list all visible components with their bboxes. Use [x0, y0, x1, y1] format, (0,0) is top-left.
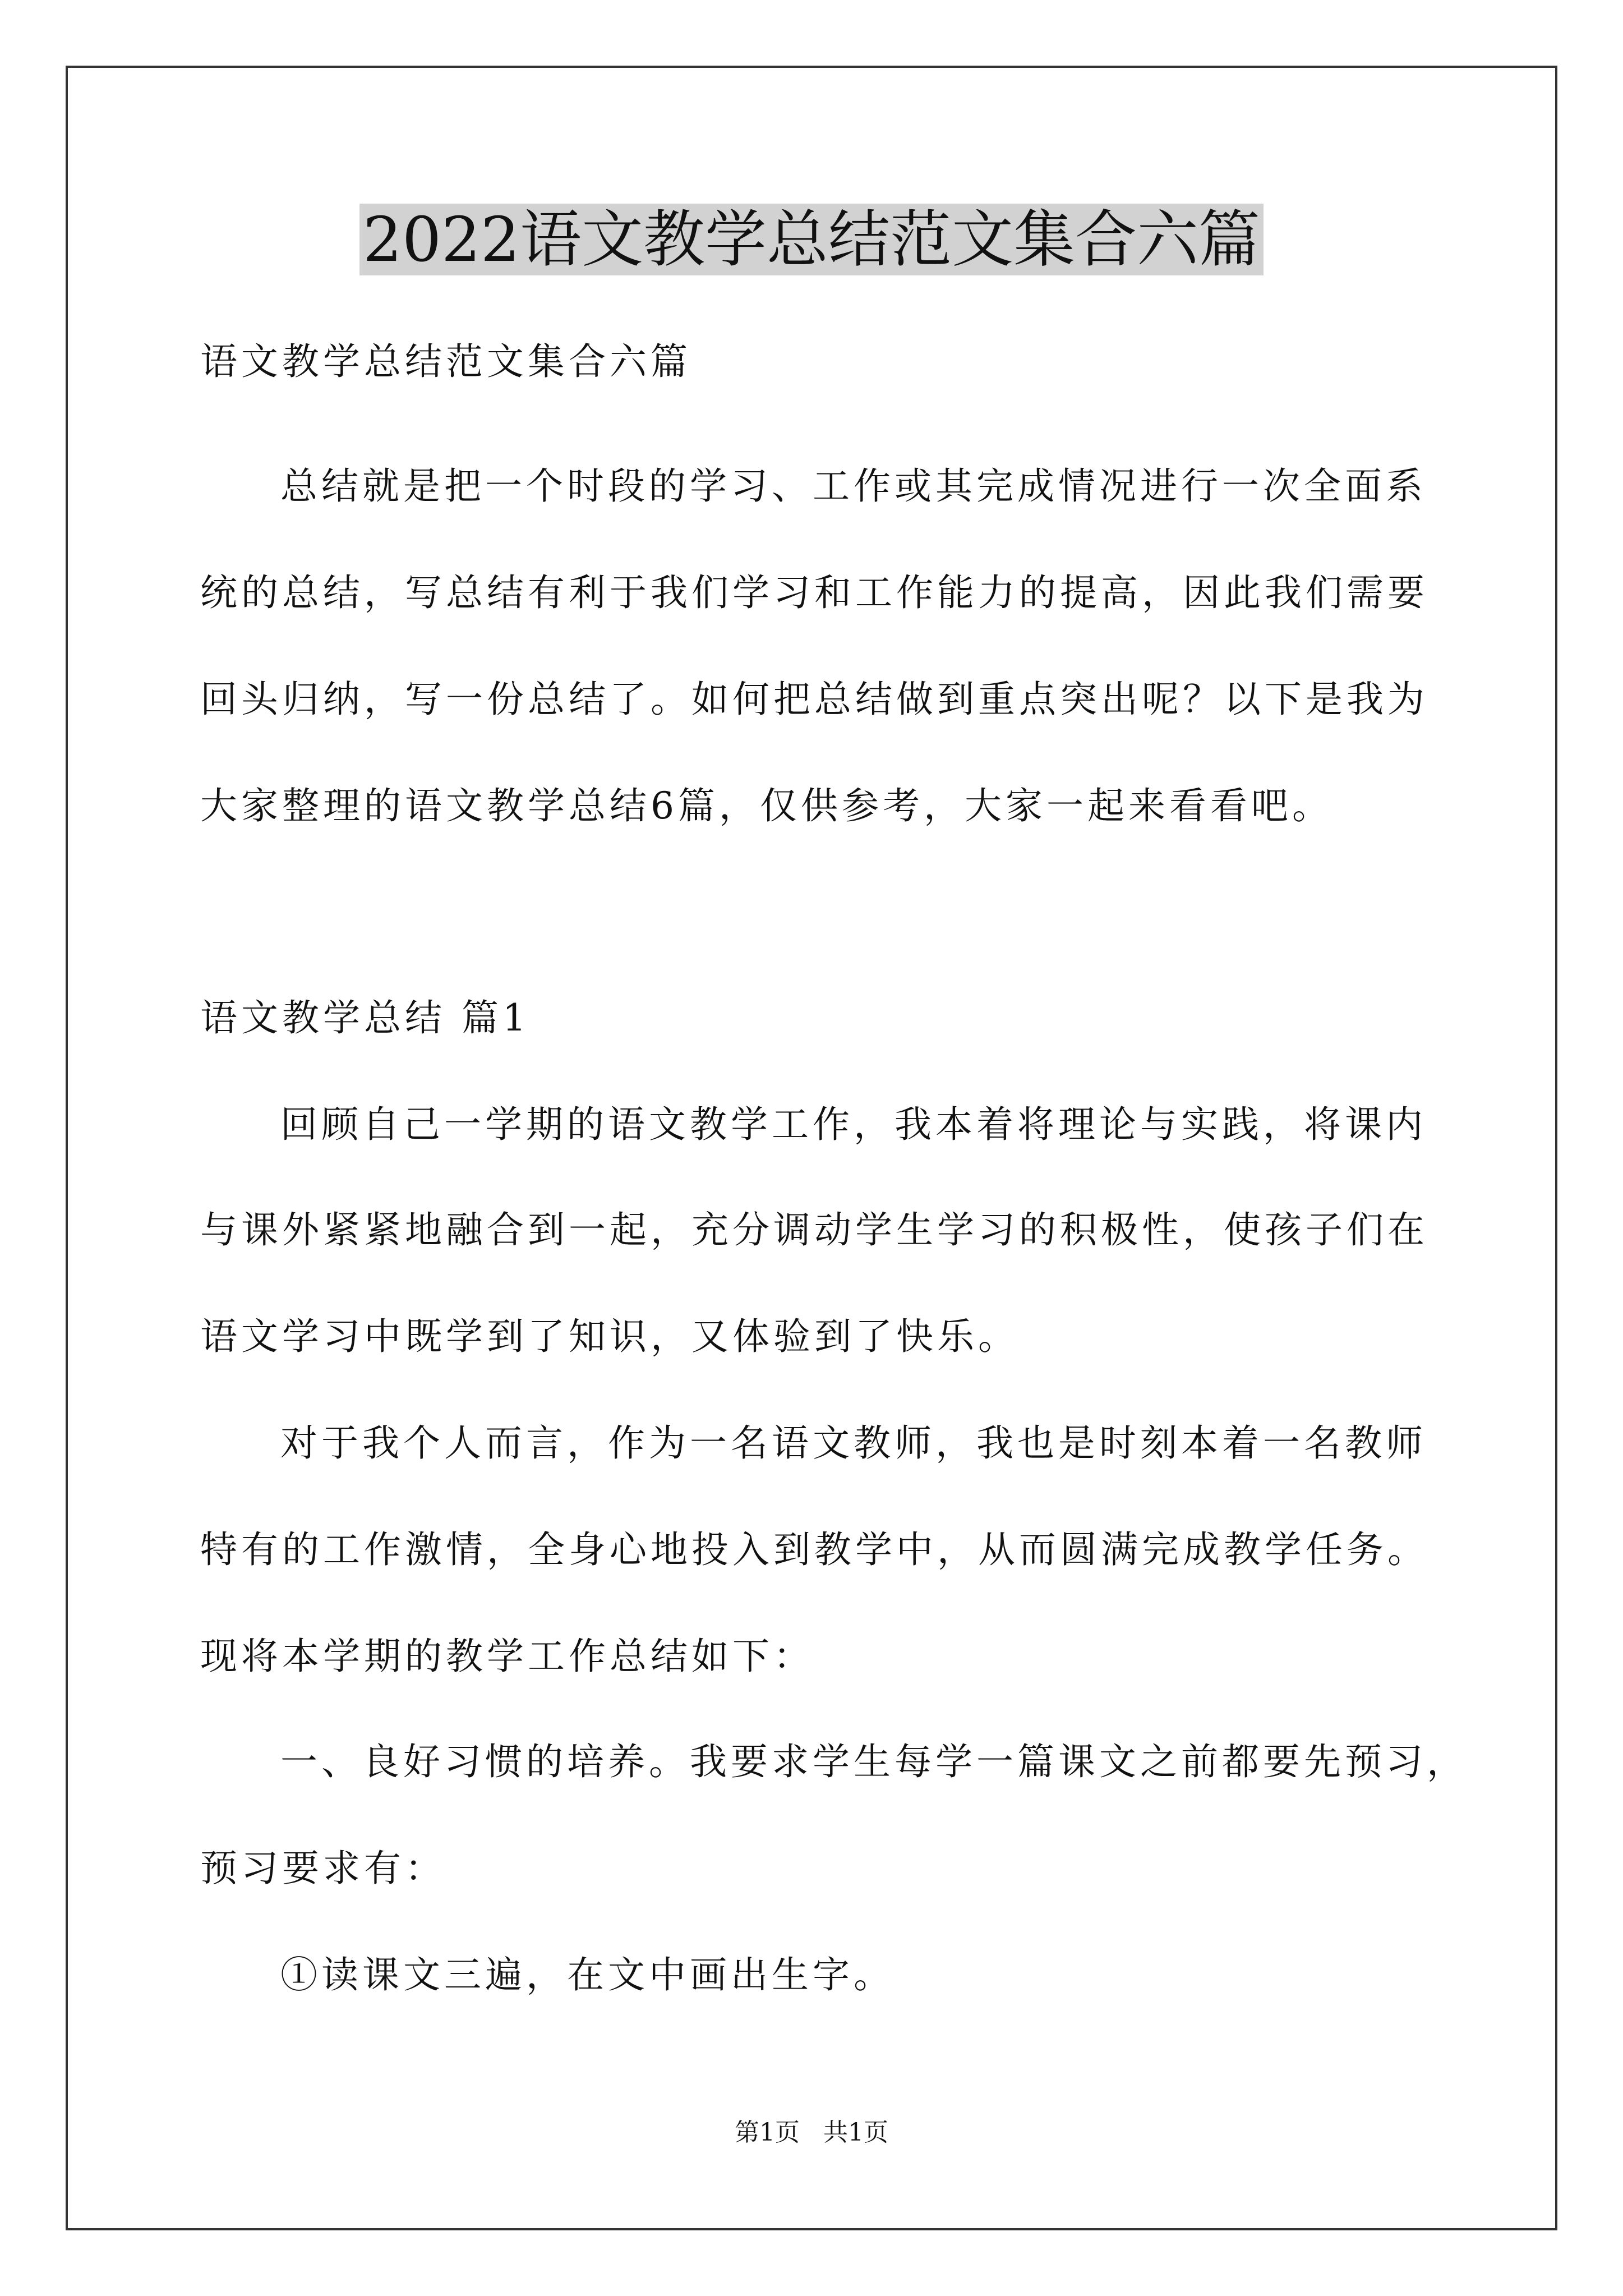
intro-line-3: 回头归纳，写一份总结了。如何把总结做到重点突出呢？以下是我为 — [200, 678, 1428, 721]
page-number-footer: 第1页 共1页 — [735, 2118, 888, 2147]
intro-line-2: 统的总结，写总结有利于我们学习和工作能力的提高，因此我们需要 — [200, 571, 1428, 614]
body-line-3: 语文学习中既学到了知识，又体验到了快乐。 — [200, 1315, 1019, 1358]
body-line-7: 一、良好习惯的培养。我要求学生每学一篇课文之前都要先预习， — [280, 1740, 1468, 1783]
body-line-2: 与课外紧紧地融合到一起，充分调动学生学习的积极性，使孩子们在 — [200, 1208, 1428, 1251]
body-line-5: 特有的工作激情，全身心地投入到教学中，从而圆满完成教学任务。 — [200, 1528, 1428, 1571]
body-line-6: 现将本学期的教学工作总结如下： — [200, 1635, 814, 1678]
document-title — [0, 197, 1623, 282]
body-line-8: 预习要求有： — [200, 1847, 446, 1890]
section-heading: 语文教学总结 篇1 — [200, 996, 530, 1039]
intro-line-4: 大家整理的语文教学总结6篇，仅供参考，大家一起来看看吧。 — [200, 784, 1333, 827]
document-subtitle: 语文教学总结范文集合六篇 — [200, 340, 691, 383]
document-title-text: 2022语文教学总结范文集合六篇 — [359, 204, 1264, 275]
intro-line-1: 总结就是把一个时段的学习、工作或其完成情况进行一次全面系 — [280, 464, 1427, 508]
body-line-9: ①读课文三遍，在文中画出生字。 — [280, 1953, 895, 1996]
body-line-4: 对于我个人而言，作为一名语文教师，我也是时刻本着一名教师 — [280, 1421, 1427, 1465]
body-line-1: 回顾自己一学期的语文教学工作，我本着将理论与实践，将课内 — [280, 1103, 1427, 1146]
